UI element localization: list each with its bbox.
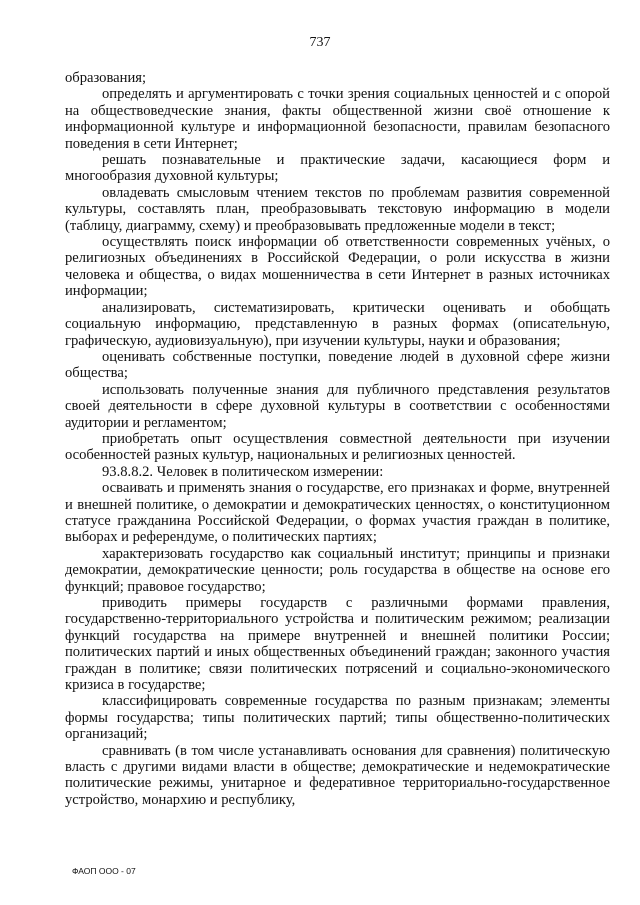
paragraph: осуществлять поиск информации об ответственности современных учёных, о религиозных объединениях в Российской Федерации, о роли искусства в жизни человека и общества, о видах мошенничества в сети Интернет в разных источниках информации; xyxy=(65,234,610,300)
paragraph: использовать полученные знания для публичного представления результатов своей деятельности в сфере духовной культуры в соответствии с особенностями аудитории и регламентом; xyxy=(65,381,610,431)
paragraph: приобретать опыт осуществления совместной деятельности при изучении особенностей разных культур, национальных и религиозных ценностей. xyxy=(65,430,610,464)
page-number: 737 xyxy=(309,35,331,50)
paragraph: оценивать собственные поступки, поведение людей в духовной сфере жизни общества; xyxy=(65,348,610,382)
paragraph: осваивать и применять знания о государстве, его признаках и форме, внутренней и внешней политике, о демократии и демократических ценностях, о конституционном статусе гражданина Российской Федерации, о формах участия граждан в политике, выборах и референдуме, о политических партиях; xyxy=(65,480,610,546)
paragraph: классифицировать современные государства по разным признакам; элементы формы государства; типы политических партий; типы общественно-политических организаций; xyxy=(65,693,610,743)
paragraph: характеризовать государство как социальный институт; принципы и признаки демократии, демократические ценности; роль государства в обществе на основе его функций; правовое государство; xyxy=(65,545,610,595)
footer-code: ФАОП ООО - 07 xyxy=(72,866,136,876)
paragraph: сравнивать (в том числе устанавливать основания для сравнения) политическую власть с другими видами власти в обществе; демократические и недемократические политические режимы, унитарное и федеративное территориально-государственное устройство, монархию и республику, xyxy=(65,742,610,808)
paragraph: решать познавательные и практические задачи, касающиеся форм и многообразия духовной культуры; xyxy=(65,152,610,185)
paragraph: овладевать смысловым чтением текстов по проблемам развития современной культуры, составлять план, преобразовывать текстовую информацию в модели (таблицу, диаграмму, схему) и преобразовывать предложенные модели в текст; xyxy=(65,184,610,234)
paragraph: анализировать, систематизировать, критически оценивать и обобщать социальную информацию, представленную в разных формах (описательную, графическую, аудиовизуальную), при изучении культуры, науки и образования; xyxy=(65,299,610,349)
document-body xyxy=(65,70,610,808)
section-heading: 93.8.8.2. Человек в политическом измерении: xyxy=(102,463,384,480)
paragraph: приводить примеры государств с различными формами правления, государственно-территориального устройства и политическим режимом; реализации функций государства на примере внутренней и внешней политики России; политических партий и иных общественных объединений граждан; законного участия граждан в политике; связи политических потрясений и социально-экономического кризиса в государстве; xyxy=(65,595,610,694)
paragraph: образования; xyxy=(65,70,147,86)
paragraph: определять и аргументировать с точки зрения социальных ценностей и с опорой на обществоведческие знания, факты общественной жизни своё отношение к информационной культуре и информационной безопасности, правилам безопасного поведения в сети Интернет; xyxy=(65,86,610,152)
